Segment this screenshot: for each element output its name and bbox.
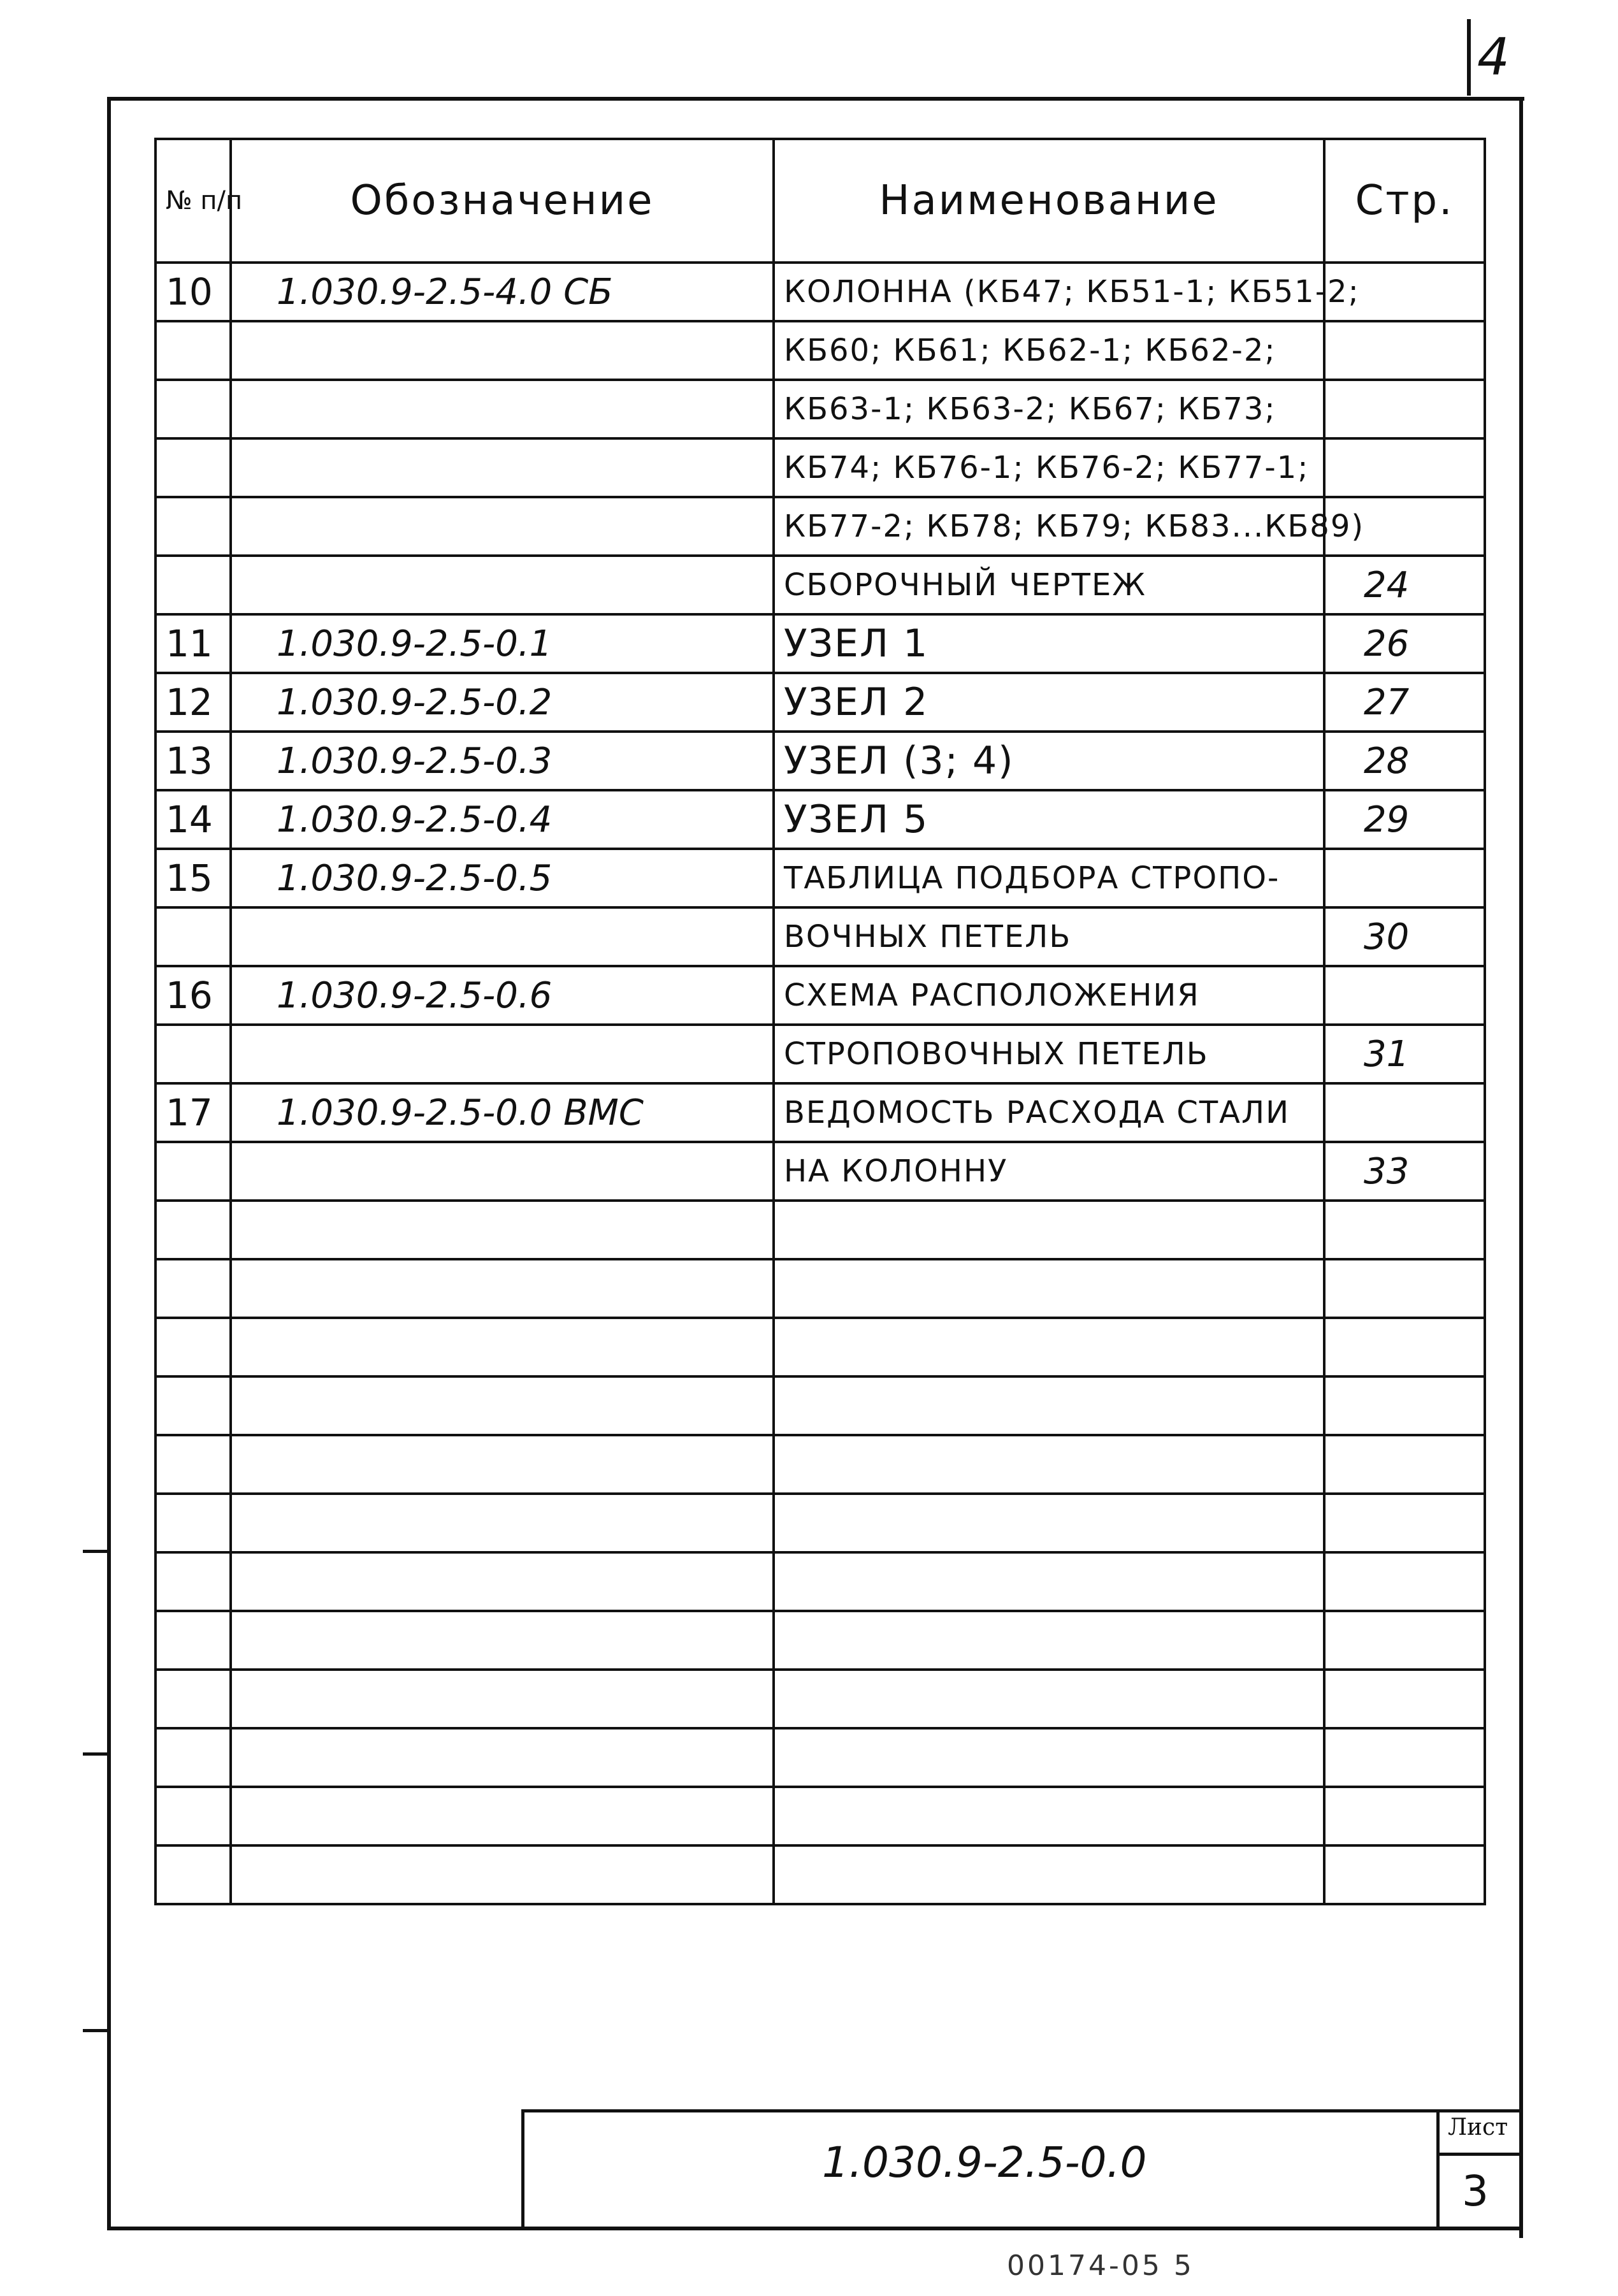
row-name xyxy=(774,1611,1324,1670)
row-name xyxy=(774,1259,1324,1318)
row-number xyxy=(155,556,231,614)
row-number xyxy=(155,1318,231,1376)
header-designation: Обозначение xyxy=(231,139,774,263)
row-number xyxy=(155,321,231,380)
row-name xyxy=(774,1201,1324,1259)
row-number: 15 xyxy=(155,849,231,907)
row-number xyxy=(155,1494,231,1552)
row-number xyxy=(155,1552,231,1611)
row-page xyxy=(1324,321,1485,380)
table-row xyxy=(155,1259,1485,1318)
row-designation: 1.030.9-2.5-0.2 xyxy=(231,673,774,732)
table-row xyxy=(155,1142,1485,1201)
table-header-row xyxy=(155,139,1485,263)
row-name xyxy=(774,1494,1324,1552)
header-name: Наименование xyxy=(774,139,1324,263)
row-designation xyxy=(231,321,774,380)
row-page xyxy=(1324,1611,1485,1670)
row-designation: 1.030.9-2.5-4.0 СБ xyxy=(231,263,774,321)
row-name: КБ63-1; КБ63-2; КБ67; КБ73; xyxy=(774,380,1324,438)
row-designation xyxy=(231,438,774,497)
row-name: КБ74; КБ76-1; КБ76-2; КБ77-1; xyxy=(774,438,1324,497)
header-number: № п/п xyxy=(155,139,231,263)
row-page xyxy=(1324,438,1485,497)
row-name: УЗЕЛ 1 xyxy=(774,614,1324,673)
row-name xyxy=(774,1728,1324,1787)
row-page xyxy=(1324,1845,1485,1904)
row-number xyxy=(155,1611,231,1670)
row-number xyxy=(155,1142,231,1201)
row-name: ВЕДОМОСТЬ РАСХОДА СТАЛИ xyxy=(774,1083,1324,1142)
row-designation xyxy=(231,1376,774,1435)
row-page xyxy=(1324,1670,1485,1728)
row-designation: 1.030.9-2.5-0.6 xyxy=(231,966,774,1025)
row-number xyxy=(155,1845,231,1904)
table-row xyxy=(155,380,1485,438)
table-row xyxy=(155,966,1485,1025)
table-body xyxy=(155,263,1485,1904)
table-row xyxy=(155,1728,1485,1787)
row-number xyxy=(155,1787,231,1845)
row-page xyxy=(1324,1435,1485,1494)
row-designation xyxy=(231,380,774,438)
row-page xyxy=(1324,1318,1485,1376)
header-page: Стр. xyxy=(1324,139,1485,263)
row-page xyxy=(1324,966,1485,1025)
row-designation xyxy=(231,497,774,556)
row-name: КОЛОННА (КБ47; КБ51-1; КБ51-2; xyxy=(774,263,1324,321)
row-page xyxy=(1324,1259,1485,1318)
row-designation xyxy=(231,1201,774,1259)
row-designation: 1.030.9-2.5-0.0 ВМС xyxy=(231,1083,774,1142)
row-name xyxy=(774,1552,1324,1611)
row-name: УЗЕЛ 5 xyxy=(774,790,1324,849)
table-row xyxy=(155,614,1485,673)
table-row xyxy=(155,1787,1485,1845)
row-page: 24 xyxy=(1324,556,1485,614)
row-designation xyxy=(231,1670,774,1728)
table-row xyxy=(155,1435,1485,1494)
row-name: КБ60; КБ61; КБ62-1; КБ62-2; xyxy=(774,321,1324,380)
row-page: 26 xyxy=(1324,614,1485,673)
row-name: СХЕМА РАСПОЛОЖЕНИЯ xyxy=(774,966,1324,1025)
table-row xyxy=(155,321,1485,380)
sheet-number: 3 xyxy=(1462,2167,1489,2216)
row-name: НА КОЛОННУ xyxy=(774,1142,1324,1201)
row-designation xyxy=(231,1611,774,1670)
row-number xyxy=(155,1670,231,1728)
row-name: ВОЧНЫХ ПЕТЕЛЬ xyxy=(774,907,1324,966)
row-designation xyxy=(231,1435,774,1494)
margin-tick xyxy=(83,1550,111,1553)
row-designation xyxy=(231,1728,774,1787)
row-page: 31 xyxy=(1324,1025,1485,1083)
row-name xyxy=(774,1376,1324,1435)
row-number xyxy=(155,1201,231,1259)
table-row xyxy=(155,732,1485,790)
row-page: 33 xyxy=(1324,1142,1485,1201)
margin-tick xyxy=(83,1752,111,1756)
row-designation xyxy=(231,1025,774,1083)
table-row xyxy=(155,1083,1485,1142)
row-page xyxy=(1324,849,1485,907)
row-page xyxy=(1324,1376,1485,1435)
row-page xyxy=(1324,1552,1485,1611)
title-block-document-code: 1.030.9-2.5-0.0 xyxy=(822,2138,1147,2187)
row-number xyxy=(155,1025,231,1083)
table-row xyxy=(155,1611,1485,1670)
row-name xyxy=(774,1845,1324,1904)
row-number: 11 xyxy=(155,614,231,673)
sheet-label: Лист xyxy=(1448,2114,1508,2141)
row-name xyxy=(774,1670,1324,1728)
row-number: 16 xyxy=(155,966,231,1025)
row-name: УЗЕЛ (3; 4) xyxy=(774,732,1324,790)
row-designation: 1.030.9-2.5-0.5 xyxy=(231,849,774,907)
table-row xyxy=(155,1201,1485,1259)
table-row xyxy=(155,1552,1485,1611)
row-designation xyxy=(231,1259,774,1318)
table-row xyxy=(155,1376,1485,1435)
page-corner-mark: 4 xyxy=(1477,27,1510,87)
row-page xyxy=(1324,1787,1485,1845)
row-page: 28 xyxy=(1324,732,1485,790)
row-number: 10 xyxy=(155,263,231,321)
row-name: КБ77-2; КБ78; КБ79; КБ83...КБ89) xyxy=(774,497,1324,556)
row-name: ТАБЛИЦА ПОДБОРА СТРОПО- xyxy=(774,849,1324,907)
table-row xyxy=(155,790,1485,849)
row-designation xyxy=(231,556,774,614)
row-name xyxy=(774,1787,1324,1845)
row-name xyxy=(774,1318,1324,1376)
drawing-frame-right-edge xyxy=(1519,97,1523,2238)
row-page: 27 xyxy=(1324,673,1485,732)
table-row xyxy=(155,1494,1485,1552)
row-number xyxy=(155,497,231,556)
row-name: СБОРОЧНЫЙ ЧЕРТЕЖ xyxy=(774,556,1324,614)
table-row xyxy=(155,263,1485,321)
corner-mark-line xyxy=(1467,19,1471,96)
row-designation: 1.030.9-2.5-0.4 xyxy=(231,790,774,849)
row-number: 17 xyxy=(155,1083,231,1142)
row-designation xyxy=(231,1318,774,1376)
row-number xyxy=(155,380,231,438)
row-page xyxy=(1324,1494,1485,1552)
table-row xyxy=(155,849,1485,907)
row-number xyxy=(155,1435,231,1494)
row-page xyxy=(1324,1083,1485,1142)
row-page xyxy=(1324,1728,1485,1787)
row-page: 30 xyxy=(1324,907,1485,966)
margin-tick xyxy=(83,2029,111,2032)
row-designation: 1.030.9-2.5-0.1 xyxy=(231,614,774,673)
table-row xyxy=(155,907,1485,966)
row-number: 14 xyxy=(155,790,231,849)
row-number: 13 xyxy=(155,732,231,790)
row-designation xyxy=(231,907,774,966)
row-designation xyxy=(231,1787,774,1845)
table-row xyxy=(155,1025,1485,1083)
row-number xyxy=(155,907,231,966)
table-row xyxy=(155,1845,1485,1904)
sheet-box-divider xyxy=(1436,2153,1523,2156)
row-page xyxy=(1324,1201,1485,1259)
row-designation: 1.030.9-2.5-0.3 xyxy=(231,732,774,790)
row-designation xyxy=(231,1552,774,1611)
table-row xyxy=(155,497,1485,556)
table-row xyxy=(155,1318,1485,1376)
table-row xyxy=(155,438,1485,497)
row-page: 29 xyxy=(1324,790,1485,849)
row-number xyxy=(155,1259,231,1318)
row-name: СТРОПОВОЧНЫХ ПЕТЕЛЬ xyxy=(774,1025,1324,1083)
row-name: УЗЕЛ 2 xyxy=(774,673,1324,732)
row-number: 12 xyxy=(155,673,231,732)
bottom-note: 00174-05 5 xyxy=(1007,2249,1194,2282)
contents-table xyxy=(154,138,1486,1905)
row-designation xyxy=(231,1845,774,1904)
table-row xyxy=(155,673,1485,732)
row-page xyxy=(1324,380,1485,438)
table-row xyxy=(155,556,1485,614)
row-number xyxy=(155,1728,231,1787)
row-designation xyxy=(231,1142,774,1201)
table-row xyxy=(155,1670,1485,1728)
row-number xyxy=(155,438,231,497)
row-number xyxy=(155,1376,231,1435)
row-name xyxy=(774,1435,1324,1494)
row-designation xyxy=(231,1494,774,1552)
